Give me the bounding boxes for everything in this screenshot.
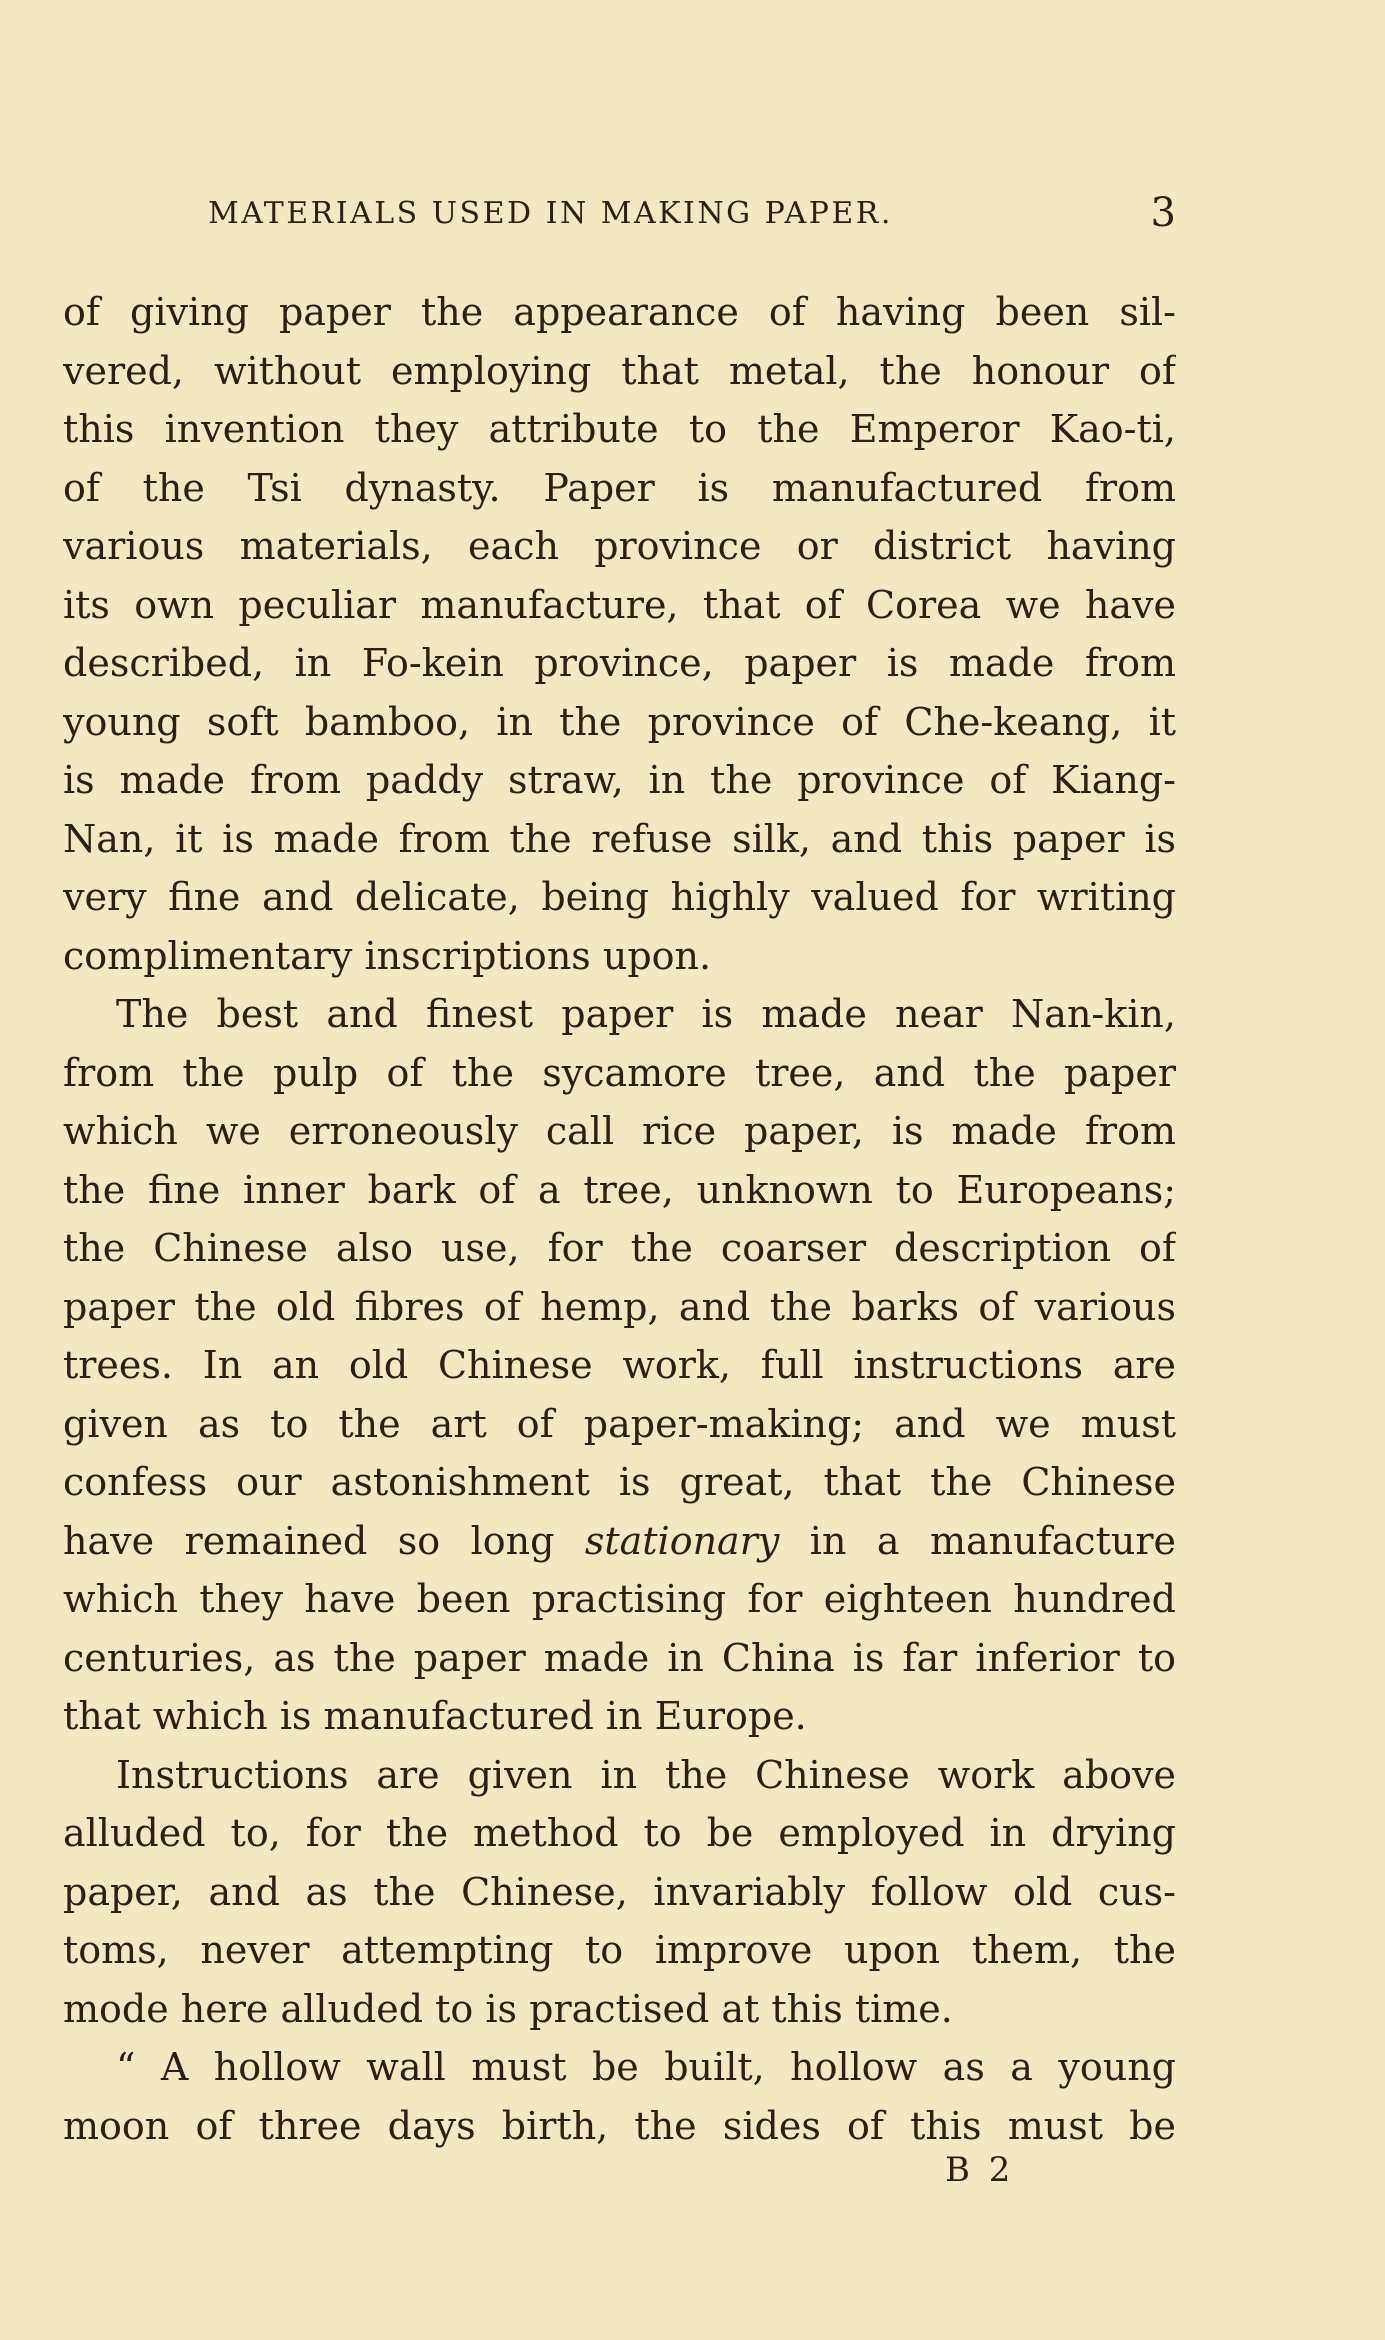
text-line: that which is manufactured in Europe. [63,1694,807,1738]
text-line: very fine and delicate, being highly valued for writing [63,875,1176,919]
running-head [208,190,1176,240]
body-text [63,283,1176,2155]
text-line-with-italic [63,1512,1176,1571]
text-line: paper, and as the Chinese, invariably follow old cus- [63,1869,1176,1914]
text-line: alluded to, for the method to be employed in drying [63,1811,1176,1855]
text-line: complimentary inscriptions upon. [63,933,712,978]
text-line: of giving paper the appearance of having been sil- [63,290,1176,334]
text-line: the fine inner bark of a tree, unknown to Europeans; [63,1167,1176,1212]
paragraph-2 [63,985,1176,1746]
text-line: confess our astonishment is great, that the Chinese [63,1460,1176,1504]
text-line: paper the old fibres of hemp, and the barks of various [63,1284,1176,1329]
text-line: trees. In an old Chinese work, full instructions are [63,1343,1176,1387]
text-line: moon of three days birth, the sides of this must be [63,2103,1176,2148]
text-line: is made from paddy straw, in the province of Kiang- [63,758,1176,802]
text-line: young soft bamboo, in the province of Che-keang, it [63,699,1176,744]
paragraph-3 [63,1746,1176,2039]
paragraph-4 [63,2038,1176,2155]
text-line: centuries, as the paper made in China is far inferior to [63,1635,1176,1680]
text-line: mode here alluded to is practised at this time. [63,1986,953,2031]
text-line: given as to the art of paper-making; and we must [63,1401,1176,1446]
text-segment: have remained so long [63,1518,585,1563]
text-line: Instructions are given in the Chinese work above [116,1752,1176,1797]
text-line: vered, without employing that metal, the honour of [63,348,1176,393]
text-segment: in a manufacture [779,1518,1176,1563]
text-line: various materials, each province or district having [63,524,1176,568]
text-line: described, in Fo-kein province, paper is made from [63,641,1176,685]
text-line: Nan, it is made from the refuse silk, and this paper is [63,816,1176,861]
running-title: MATERIALS USED IN MAKING PAPER. [208,196,893,231]
text-line: of the Tsi dynasty. Paper is manufactured from [63,465,1176,510]
signature-mark: B 2 [945,2150,1015,2190]
text-line: from the pulp of the sycamore tree, and the paper [63,1050,1176,1095]
text-line: this invention they attribute to the Emperor Kao-ti, [63,407,1176,451]
italic-word: stationary [584,1518,780,1563]
page-number: 3 [1150,190,1176,236]
text-line: toms, never attempting to improve upon them, the [63,1928,1176,1972]
text-line: which we erroneously call rice paper, is made from [63,1109,1176,1153]
text-line: its own peculiar manufacture, that of Corea we have [63,582,1176,627]
paragraph-1 [63,283,1176,985]
text-line: which they have been practising for eighteen hundred [63,1577,1176,1621]
text-line: “ A hollow wall must be built, hollow as a young [116,2045,1176,2089]
text-line: The best and finest paper is made near Nan-kin, [116,992,1176,1036]
text-line: the Chinese also use, for the coarser description of [63,1226,1176,1270]
